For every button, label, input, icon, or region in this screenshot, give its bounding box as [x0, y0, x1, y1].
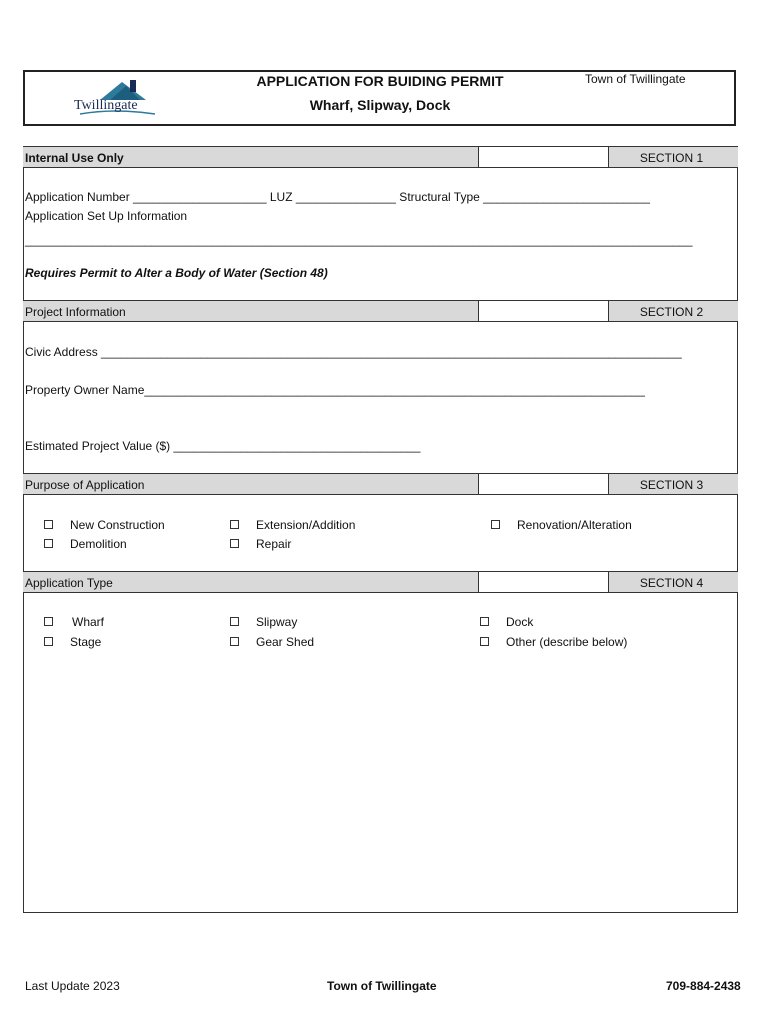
section4-field[interactable] — [478, 572, 609, 592]
renovation-alteration-label: Renovation/Alteration — [517, 518, 632, 532]
requires-permit-note: Requires Permit to Alter a Body of Water (Section 48) — [25, 266, 328, 280]
dock-checkbox[interactable] — [480, 617, 489, 626]
section2-title: Project Information — [25, 305, 126, 319]
section3-label: SECTION 3 — [639, 478, 704, 492]
demolition-label: Demolition — [70, 537, 127, 551]
other-label: Other (describe below) — [506, 635, 628, 649]
section1-title: Internal Use Only — [25, 151, 124, 165]
repair-label: Repair — [256, 537, 292, 551]
footer-town: Town of Twillingate — [327, 979, 437, 993]
footer-phone: 709-884-2438 — [666, 979, 741, 993]
logo-text: Twillingate — [74, 98, 138, 113]
section2-bar — [23, 300, 738, 322]
application-number-line[interactable]: Application Number ____________________ LUZ _______________ Structural Type _________________________ — [25, 190, 650, 204]
section1-field[interactable] — [478, 147, 609, 167]
demolition-checkbox[interactable] — [44, 539, 53, 548]
extension-addition-label: Extension/Addition — [256, 518, 356, 532]
wharf-label: Wharf — [72, 615, 105, 629]
section3-bar — [23, 473, 738, 495]
setup-info-label: Application Set Up Information — [25, 209, 188, 223]
section2-field[interactable] — [478, 301, 609, 321]
gear-shed-checkbox[interactable] — [230, 637, 239, 646]
section4-title: Application Type — [25, 576, 113, 590]
property-owner-field[interactable]: Property Owner Name___________________________________________________________________________ — [25, 383, 645, 397]
section4-bar — [23, 571, 738, 593]
section3-title: Purpose of Application — [25, 478, 145, 492]
wharf-checkbox[interactable] — [44, 617, 53, 626]
form-subtitle: Wharf, Slipway, Dock — [309, 97, 451, 113]
form-title: APPLICATION FOR BUIDING PERMIT — [256, 73, 504, 89]
section2-label: SECTION 2 — [639, 305, 704, 319]
other-checkbox[interactable] — [480, 637, 489, 646]
town-label: Town of Twillingate — [585, 72, 686, 86]
slipway-checkbox[interactable] — [230, 617, 239, 626]
repair-checkbox[interactable] — [230, 539, 239, 548]
setup-info-line[interactable]: ____________________________________________________________________________________________________ — [25, 233, 693, 247]
section1-bar — [23, 146, 738, 168]
civic-address-field[interactable]: Civic Address _______________________________________________________________________________________ — [25, 345, 682, 359]
extension-addition-checkbox[interactable] — [230, 520, 239, 529]
section3-field[interactable] — [478, 474, 609, 494]
section4-label: SECTION 4 — [639, 576, 704, 590]
last-update: Last Update 2023 — [25, 979, 120, 993]
slipway-label: Slipway — [256, 615, 298, 629]
section1-label: SECTION 1 — [639, 151, 704, 165]
new-construction-label: New Construction — [70, 518, 165, 532]
new-construction-checkbox[interactable] — [44, 520, 53, 529]
dock-label: Dock — [506, 615, 534, 629]
renovation-alteration-checkbox[interactable] — [491, 520, 500, 529]
gear-shed-label: Gear Shed — [256, 635, 315, 649]
project-value-field[interactable]: Estimated Project Value ($) _____________________________________ — [25, 439, 421, 453]
stage-label: Stage — [70, 635, 102, 649]
stage-checkbox[interactable] — [44, 637, 53, 646]
town-logo — [60, 78, 170, 122]
